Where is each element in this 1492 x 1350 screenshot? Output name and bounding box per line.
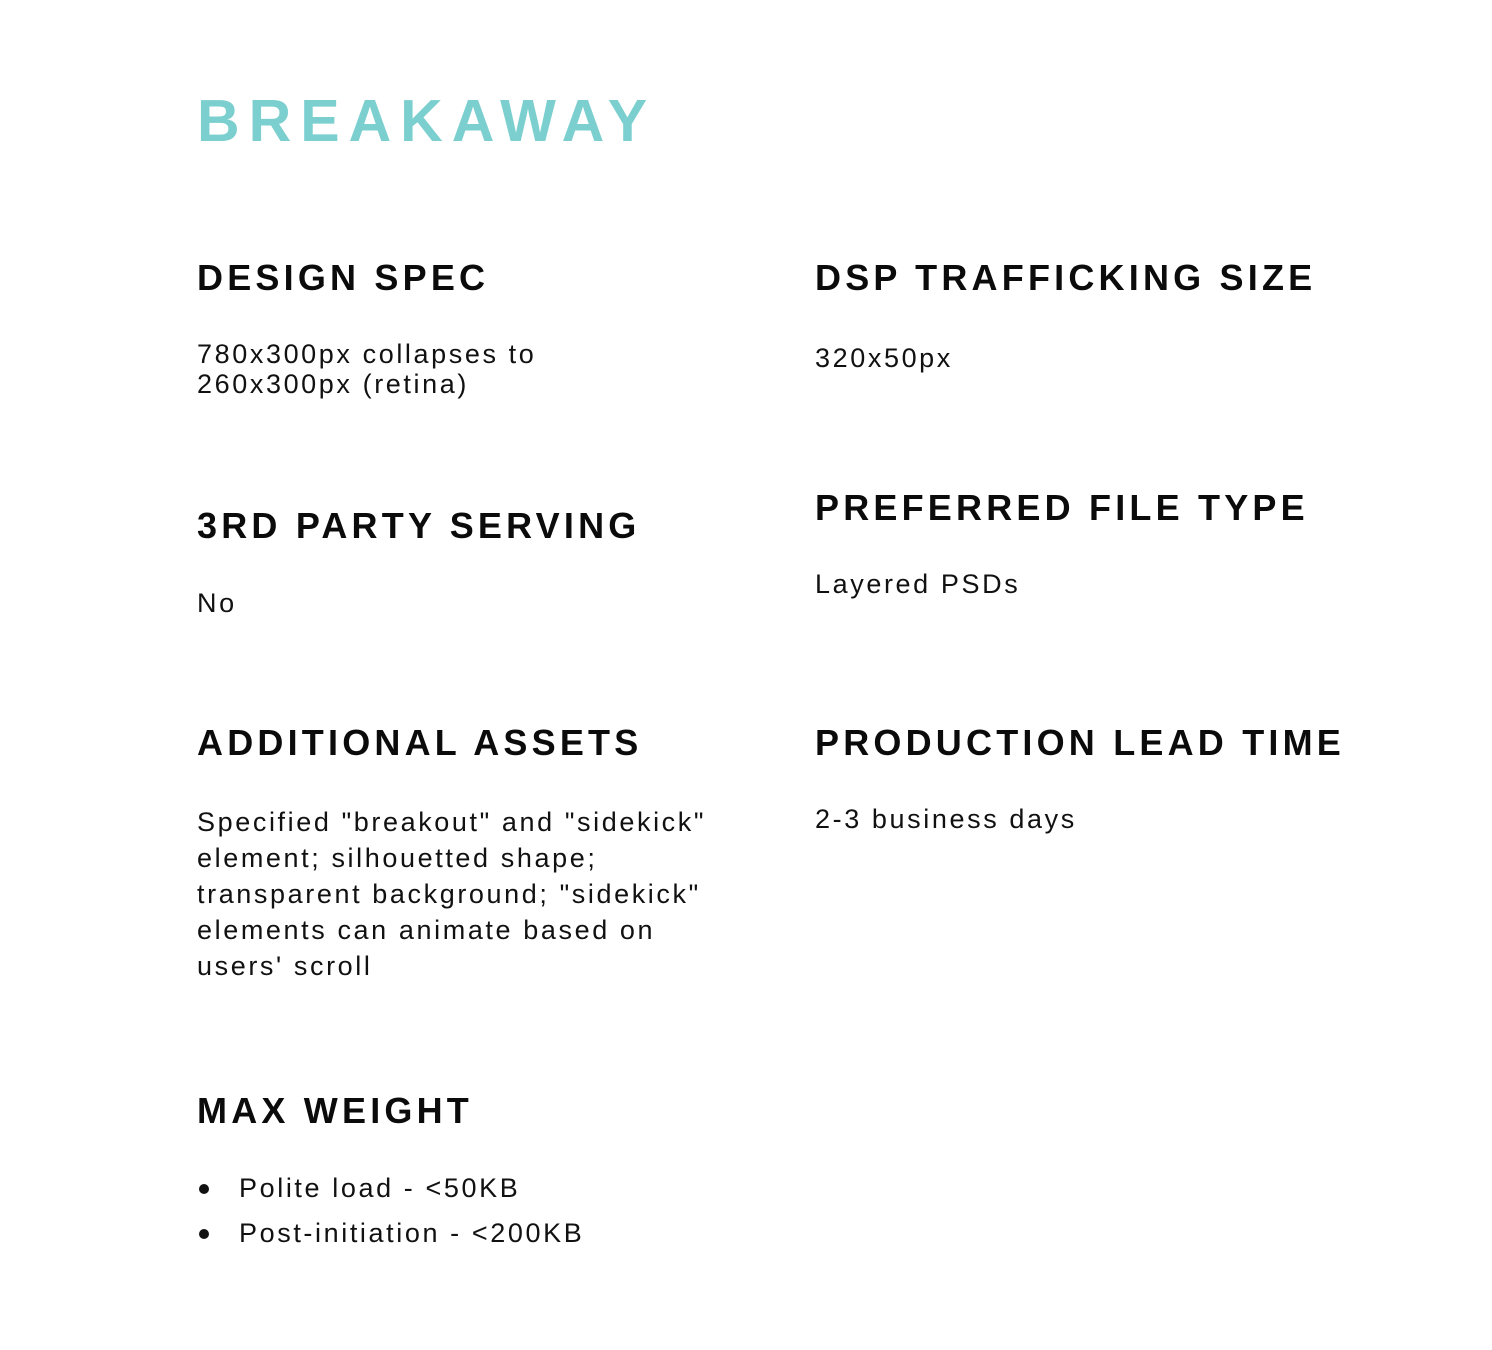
design-spec-line-2: 260x300px (retina) [197, 369, 469, 399]
design-spec-heading: DESIGN SPEC [197, 257, 490, 298]
additional-assets-heading: ADDITIONAL ASSETS [197, 722, 643, 763]
production-lead-time-heading: PRODUCTION LEAD TIME [815, 722, 1345, 763]
bullet-icon [199, 1229, 209, 1239]
third-party-serving-value: No [197, 588, 237, 618]
dsp-trafficking-size-heading: DSP TRAFFICKING SIZE [815, 257, 1317, 298]
preferred-file-type-heading: PREFERRED FILE TYPE [815, 487, 1309, 528]
additional-assets-section [197, 723, 742, 984]
max-weight-section [197, 1091, 584, 1256]
list-item [197, 1166, 584, 1211]
third-party-serving-heading: 3RD PARTY SERVING [197, 505, 641, 546]
max-weight-heading: MAX WEIGHT [197, 1090, 473, 1131]
preferred-file-type-section [815, 488, 1309, 602]
production-lead-time-value: 2-3 business days [815, 804, 1077, 834]
third-party-serving-section [197, 506, 641, 621]
bullet-icon [199, 1184, 209, 1194]
page-title: BREAKAWAY [197, 88, 657, 154]
max-weight-list [197, 1166, 584, 1256]
max-weight-item-post-initiation: Post-initiation - <200KB [239, 1218, 585, 1248]
dsp-trafficking-size-section [815, 258, 1316, 376]
preferred-file-type-value: Layered PSDs [815, 569, 1021, 599]
design-spec-section [197, 258, 536, 399]
design-spec-value [197, 339, 536, 399]
production-lead-time-section [815, 723, 1345, 837]
max-weight-item-polite-load: Polite load - <50KB [239, 1173, 521, 1203]
additional-assets-value: Specified "breakout" and "sidekick" element; silhouetted shape; transparent background; "sidekick" elements can animate based on users' scroll [197, 807, 707, 981]
dsp-trafficking-size-value: 320x50px [815, 343, 953, 373]
design-spec-line-1: 780x300px collapses to [197, 339, 537, 369]
list-item [197, 1211, 584, 1256]
